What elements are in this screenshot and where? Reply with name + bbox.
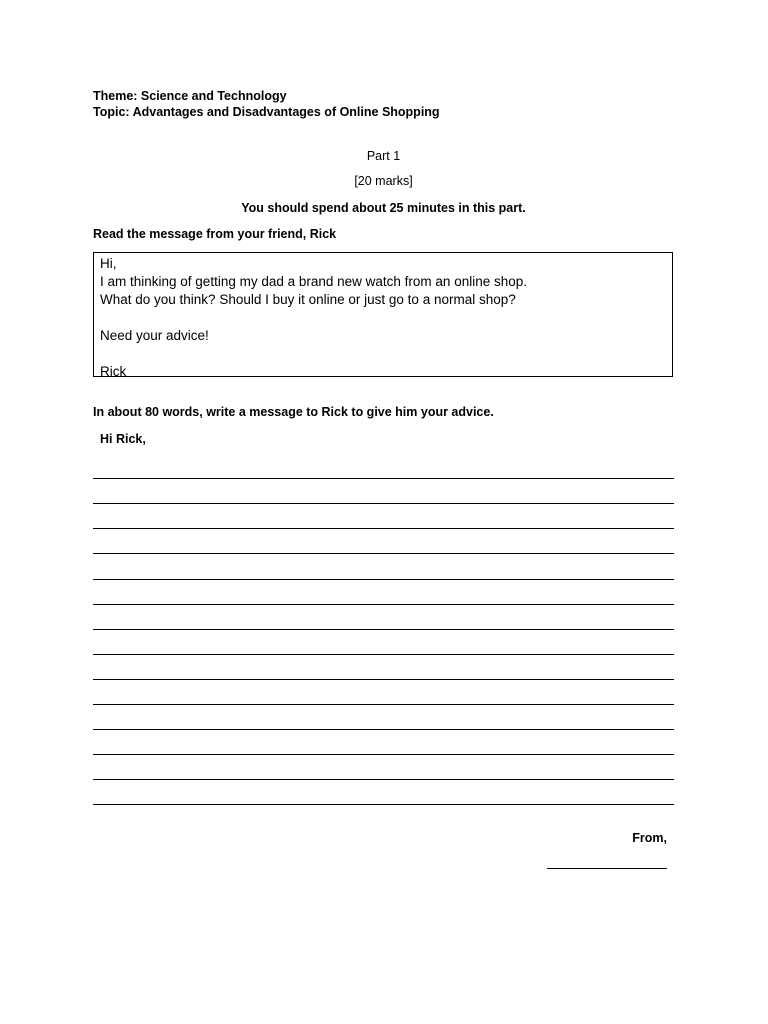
answer-line[interactable] xyxy=(93,478,674,479)
message-line-3: Need your advice! xyxy=(100,328,209,343)
reply-salutation: Hi Rick, xyxy=(100,432,146,446)
answer-line[interactable] xyxy=(93,654,674,655)
answer-line[interactable] xyxy=(93,528,674,529)
friend-message-box xyxy=(93,252,673,377)
time-instruction: You should spend about 25 minutes in this part. xyxy=(241,201,526,215)
message-greeting: Hi, xyxy=(100,256,117,271)
answer-line[interactable] xyxy=(93,804,674,805)
part-marks: [20 marks] xyxy=(354,174,413,188)
topic-heading: Topic: Advantages and Disadvantages of Online Shopping xyxy=(93,105,440,119)
part-title: Part 1 xyxy=(366,149,401,163)
answer-line[interactable] xyxy=(93,754,674,755)
theme-heading: Theme: Science and Technology xyxy=(93,89,287,103)
from-label: From, xyxy=(632,831,667,845)
answer-line[interactable] xyxy=(93,704,674,705)
answer-line[interactable] xyxy=(93,779,674,780)
signature-line[interactable] xyxy=(547,868,667,869)
task-instruction: In about 80 words, write a message to Rick to give him your advice. xyxy=(93,405,494,419)
answer-line[interactable] xyxy=(93,553,674,554)
read-instruction: Read the message from your friend, Rick xyxy=(93,227,337,241)
answer-line[interactable] xyxy=(93,679,674,680)
answer-line[interactable] xyxy=(93,604,674,605)
answer-line[interactable] xyxy=(93,629,674,630)
message-line-1: I am thinking of getting my dad a brand new watch from an online shop. xyxy=(100,274,527,289)
answer-line[interactable] xyxy=(93,729,674,730)
message-line-2: What do you think? Should I buy it online or just go to a normal shop? xyxy=(100,292,516,307)
answer-line[interactable] xyxy=(93,579,674,580)
message-signoff: Rick xyxy=(100,364,127,379)
answer-line[interactable] xyxy=(93,503,674,504)
